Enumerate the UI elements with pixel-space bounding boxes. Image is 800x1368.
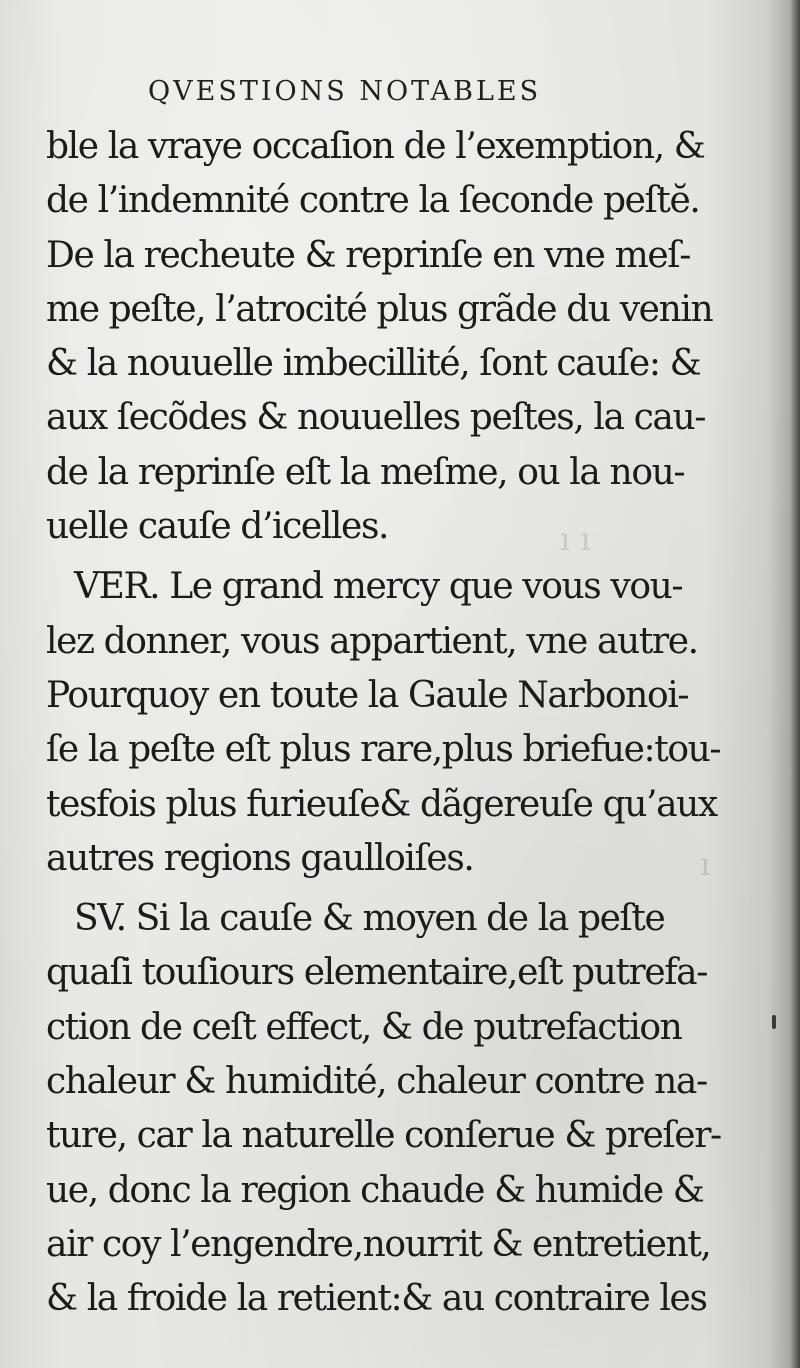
text-line: de l’indemnité contre la ſeconde peſtĕ. [46, 180, 700, 222]
page-text [46, 120, 746, 1327]
text-line: air coy l’engendre,nourrit & entretient, [46, 1223, 711, 1265]
text-line: uelle cauſe d’icelles. [46, 506, 389, 548]
text-line: lez donner, vous appartient, vne autre. [46, 620, 698, 662]
text-line: aux ſecõdes & nouuelles peſtes, la cau- [46, 397, 706, 439]
text-line: chaleur & humidité, chaleur contre na- [46, 1061, 707, 1103]
show-through-ink: ı [700, 845, 711, 883]
text-line: ue, donc la region chaude & humide & [46, 1169, 704, 1211]
text-line: ction de ceſt effect, & de putrefaction [46, 1006, 682, 1048]
text-line: De la recheute & reprinſe en vne meſ- [46, 234, 690, 276]
text-line: me peſte, l’atrocité plus grãde du venin [46, 288, 713, 330]
text-line: de la reprinſe eſt la meſme, ou la nou- [46, 451, 685, 493]
text-line: tesfois plus furieuſe& dãgereuſe qu’aux [46, 783, 717, 825]
show-through-ink: ı ı [560, 520, 591, 558]
running-head: QVESTIONS NOTABLES [148, 76, 542, 107]
text-line: VER. Le grand mercy que vous vou- [74, 566, 683, 608]
text-line: autres regions gaulloiſes. [46, 837, 474, 879]
text-line: SV. Si la cauſe & moyen de la peſte [74, 898, 665, 940]
text-line: & la froide la retient:& au contraire les [46, 1278, 707, 1320]
text-line: ſe la peſte eſt plus rare,plus briefue:tou- [46, 729, 721, 771]
margin-mark [772, 1015, 776, 1029]
text-line: ble la vraye occaſion de l’exemption, & [46, 126, 705, 167]
text-line: quaſi touſiours elementaire,eſt putrefa- [46, 952, 707, 994]
text-line: Pourquoy en toute la Gaule Narbonoi- [46, 674, 689, 716]
text-line: & la nouuelle imbecillité, ſont cauſe: & [46, 343, 701, 385]
text-line: ture, car la naturelle conſerue & preſer- [46, 1115, 721, 1157]
